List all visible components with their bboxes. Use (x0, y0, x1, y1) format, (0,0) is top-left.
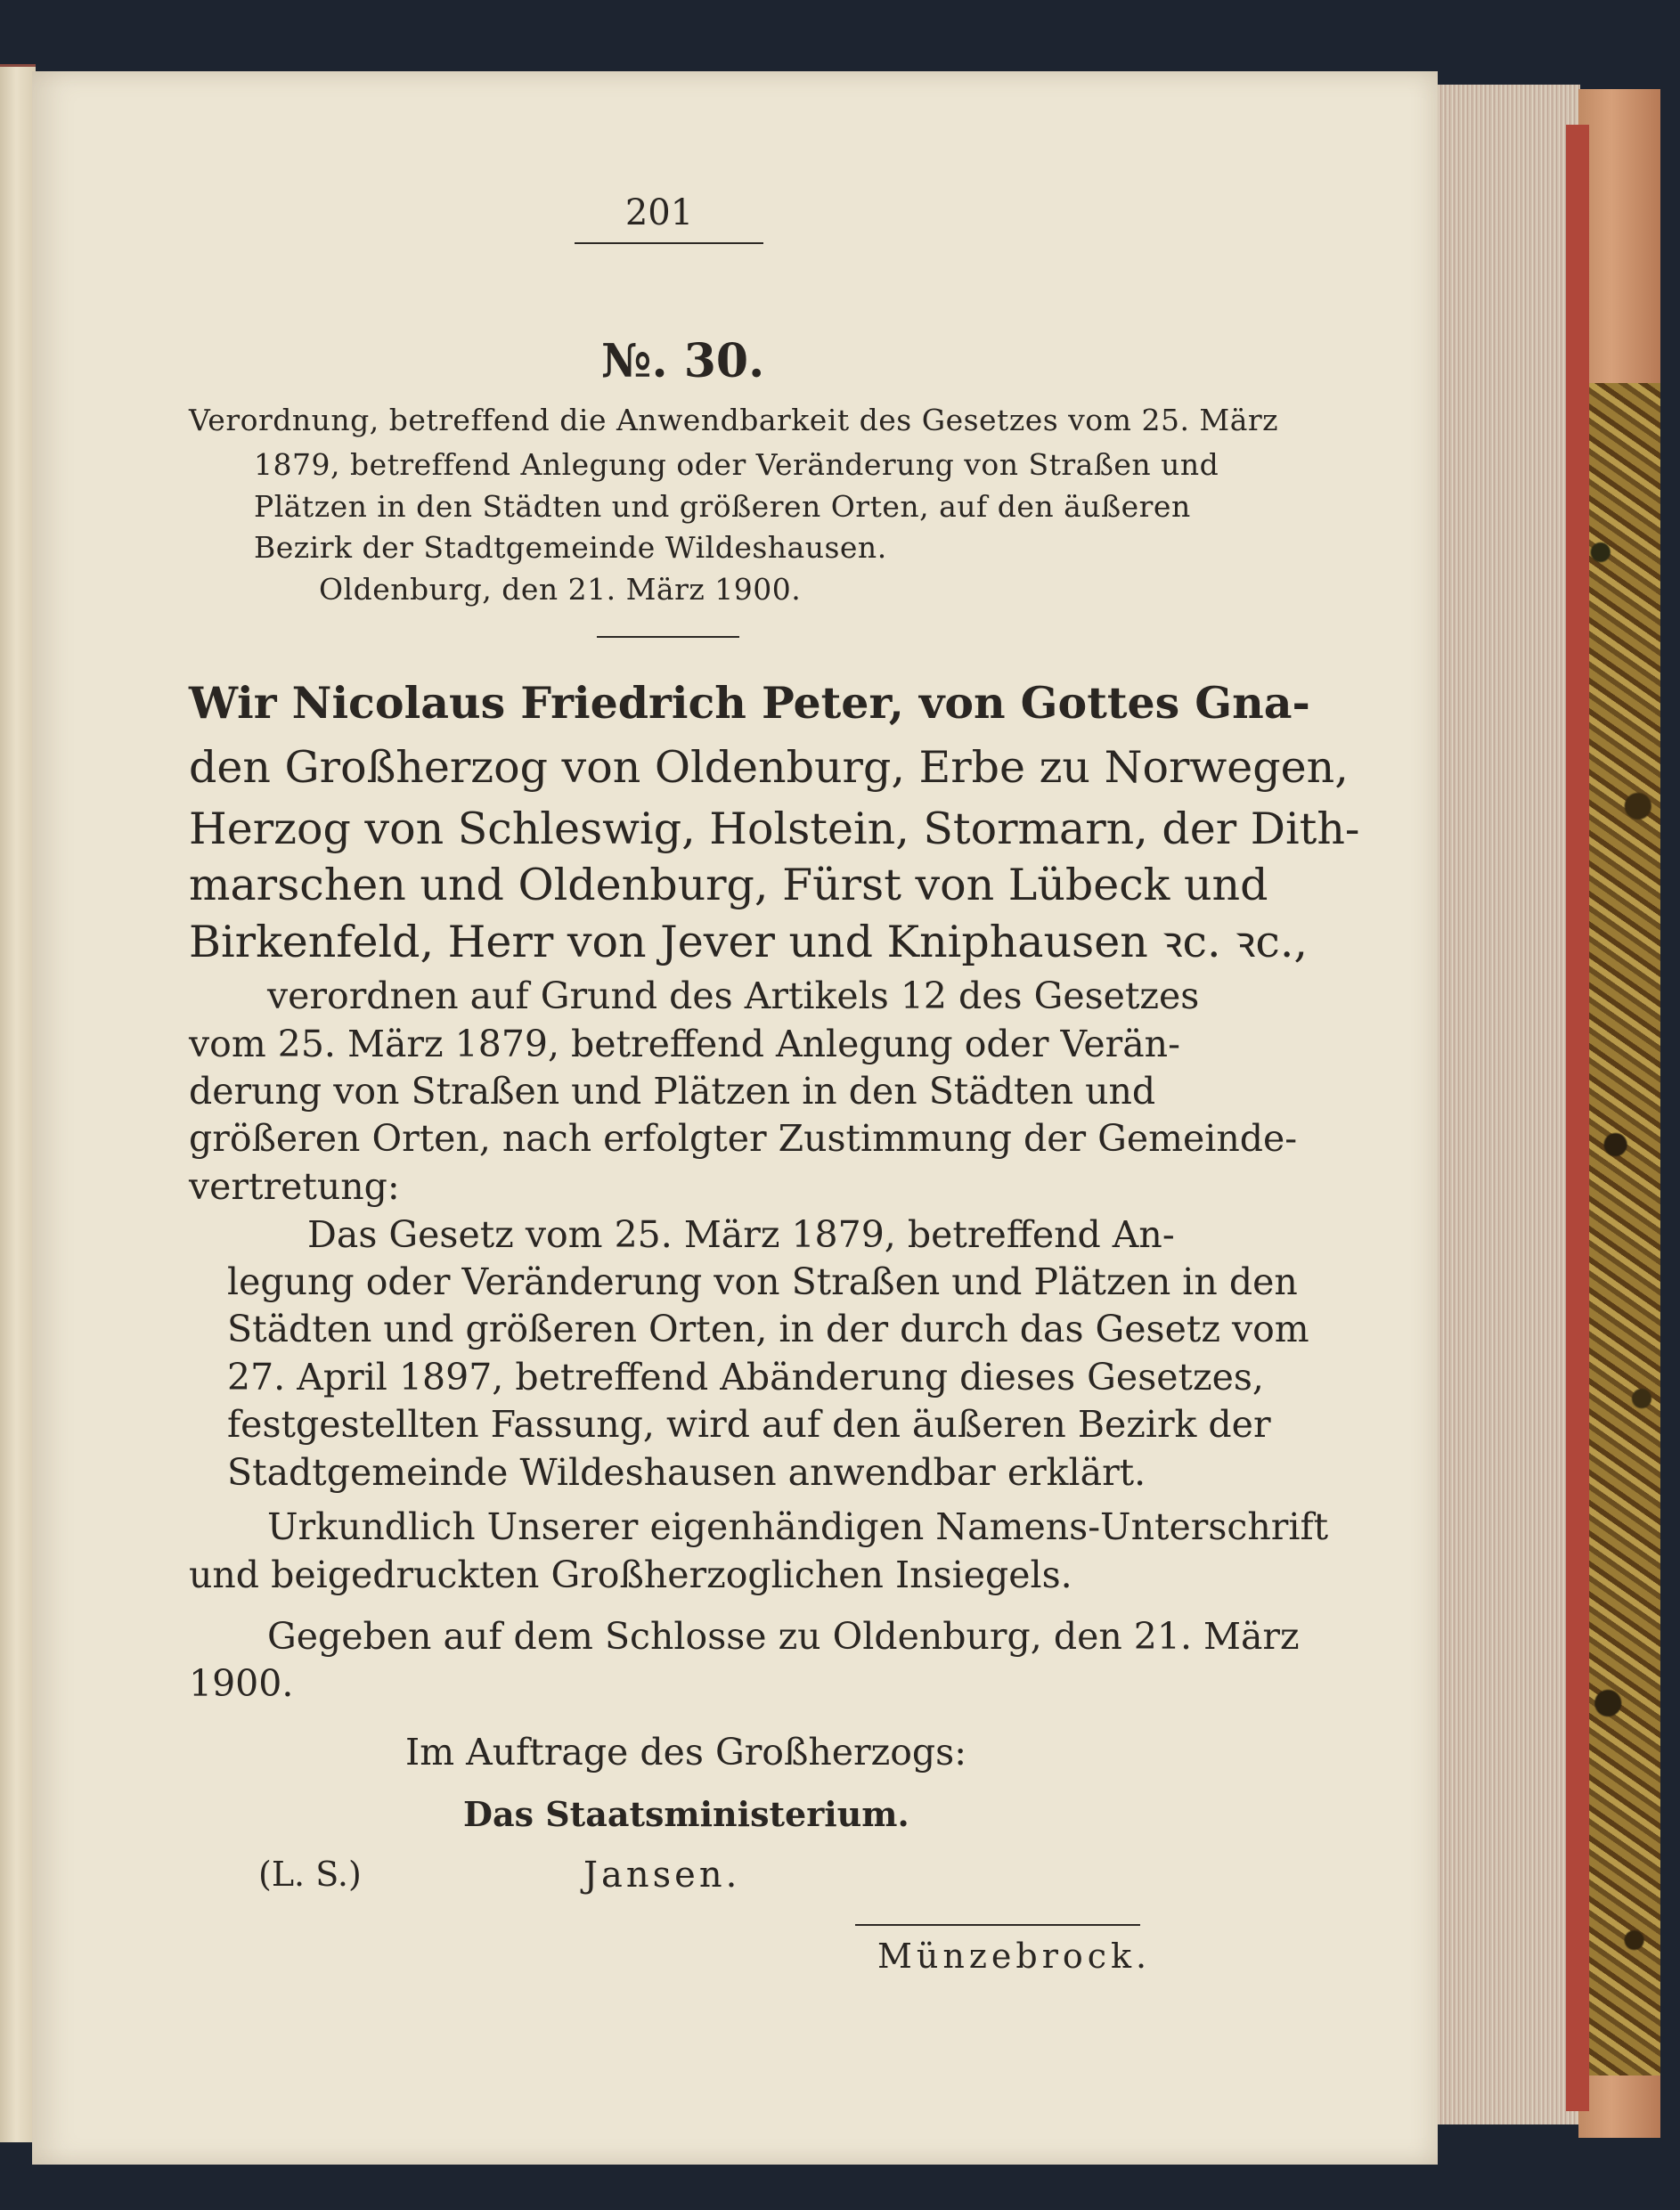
page-stack-edge (1429, 85, 1580, 2124)
subtitle-line: Verordnung, betreffend die Anwendbarkeit des Gesetzes vom 25. März (189, 403, 1279, 437)
signature-muenzebrock: Münzebrock. (877, 1937, 1152, 1976)
article-line: festgestellten Fassung, wird auf den äußeren Bezirk der (227, 1403, 1271, 1446)
seal-mark: (L. S.) (258, 1855, 362, 1894)
subtitle-line: 1879, betreffend Anlegung oder Veränderung von Straßen und (254, 447, 1219, 482)
intro-line: marschen und Oldenburg, Fürst von Lübeck und (189, 860, 1268, 910)
marbled-cover (1586, 383, 1660, 2075)
ministry: Das Staatsministerium. (463, 1794, 909, 1834)
intro-line: Birkenfeld, Herr von Jever und Kniphausen ꝛc. ꝛc., (189, 917, 1308, 967)
red-page-edge (1566, 125, 1589, 2111)
article-line: Stadtgemeinde Wildeshausen anwendbar erklärt. (227, 1451, 1146, 1494)
decree-line: größeren Orten, nach erfolgter Zustimmung der Gemeinde- (189, 1117, 1298, 1160)
decree-line: derung von Straßen und Plätzen in den Städten und (189, 1070, 1156, 1113)
law-number: №. 30. (601, 334, 765, 388)
intro-line: den Großherzog von Oldenburg, Erbe zu Norwegen, (189, 742, 1349, 793)
intro-line: Wir Nicolaus Friedrich Peter, von Gottes Gna- (189, 677, 1310, 729)
intro-line: Herzog von Schleswig, Holstein, Stormarn, der Dith- (189, 803, 1360, 854)
closing-line: und beigedruckten Großherzoglichen Insiegels. (189, 1554, 1072, 1596)
article-line: legung oder Veränderung von Straßen und Plätzen in den (227, 1260, 1298, 1303)
mandate: Im Auftrage des Großherzogs: (405, 1731, 967, 1774)
article-line: 27. April 1897, betreffend Abänderung dieses Gesetzes, (227, 1356, 1264, 1399)
page-number-rule (575, 242, 763, 244)
section-rule (597, 636, 739, 638)
decree-line: verordnen auf Grund des Artikels 12 des Gesetzes (267, 975, 1200, 1017)
subtitle-line: Bezirk der Stadtgemeinde Wildeshausen. (254, 530, 887, 565)
article-line: Das Gesetz vom 25. März 1879, betreffend An- (307, 1213, 1175, 1256)
signature-rule (855, 1924, 1140, 1926)
subtitle-line: Plätzen in den Städten und größeren Orten, auf den äußeren (254, 489, 1191, 524)
decree-line: vom 25. März 1879, betreffend Anlegung oder Verän- (189, 1023, 1180, 1065)
closing-line: Urkundlich Unserer eigenhändigen Namens-Unterschrift (267, 1505, 1329, 1548)
previous-page-edge (0, 64, 36, 2142)
article-line: Städten und größeren Orten, in der durch das Gesetz vom (227, 1308, 1309, 1350)
signature-jansen: Jansen. (583, 1855, 741, 1896)
page-number: 201 (624, 192, 694, 233)
decree-line: vertretung: (189, 1165, 400, 1208)
given-line: Gegeben auf dem Schlosse zu Oldenburg, den 21. März (267, 1615, 1300, 1658)
given-line: 1900. (189, 1662, 294, 1705)
place-date: Oldenburg, den 21. März 1900. (319, 572, 802, 607)
